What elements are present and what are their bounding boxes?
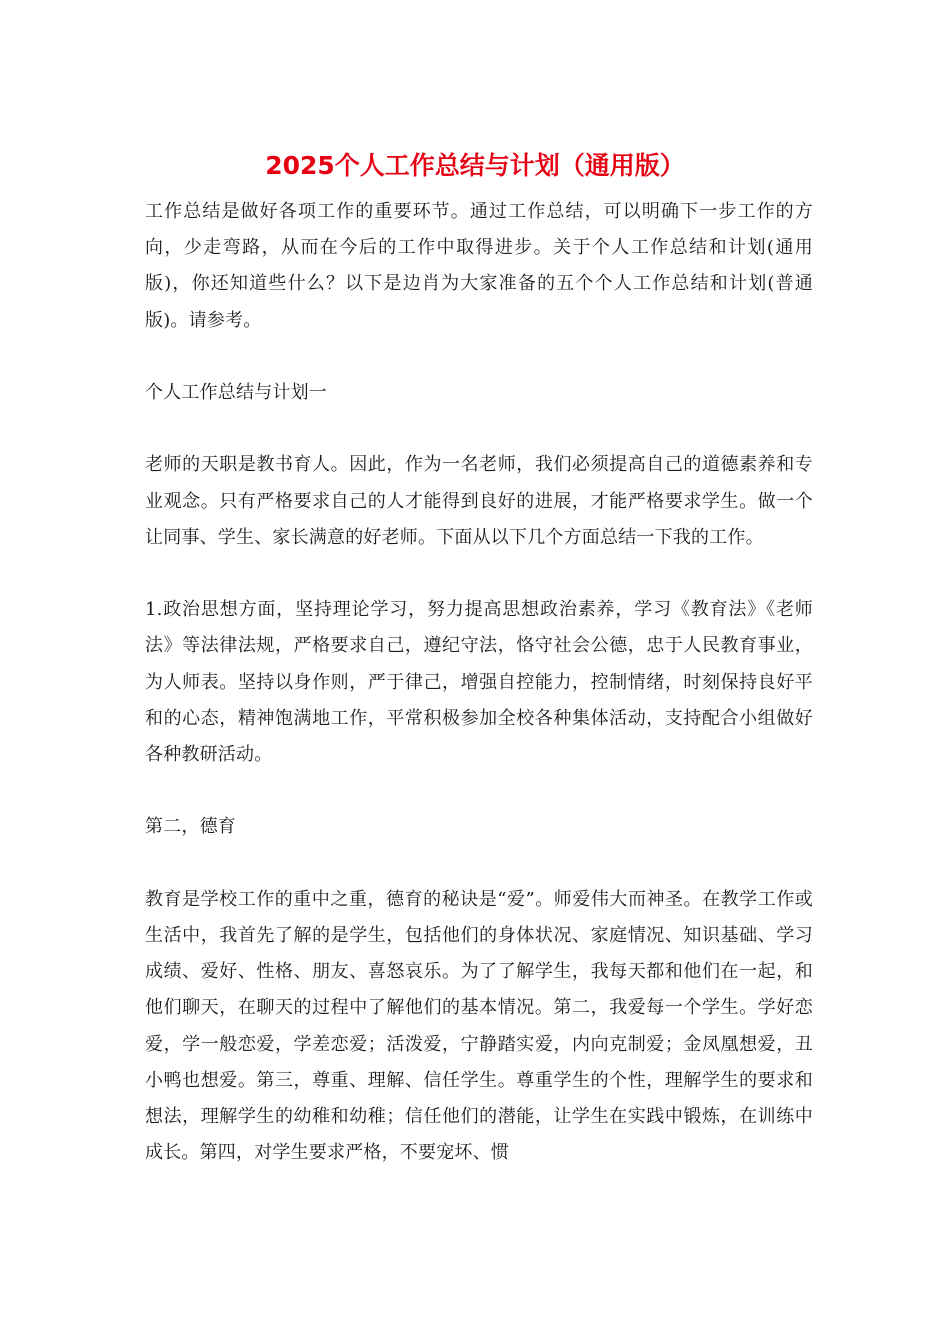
section-heading-plan-one: 个人工作总结与计划一	[145, 382, 327, 403]
document-title: 2025个人工作总结与计划（通用版）	[265, 151, 685, 180]
intro-paragraph: 工作总结是做好各项工作的重要环节。通过工作总结，可以明确下一步工作的方向，少走弯路，从而在今后的工作中取得进步。关于个人工作总结和计划(通用版)，你还知道些什么？以下是边肖为大家准备的五个个人工作总结和计划(普通版)。请参考。	[145, 201, 813, 331]
body-paragraph: 老师的天职是教书育人。因此，作为一名老师，我们必须提高自己的道德素养和专业观念。只有严格要求自己的人才能得到良好的进展，才能严格要求学生。做一个让同事、学生、家长满意的好老师。下面从以下几个方面总结一下我的工作。	[145, 454, 813, 548]
section-heading-moral-education: 第二，德育	[145, 816, 236, 838]
body-paragraph: 1.政治思想方面，坚持理论学习，努力提高思想政治素养，学习《教育法》《老师法》等法律法规，严格要求自己，遵纪守法，恪守社会公德，忠于人民教育事业，为人师表。坚持以身作则，严于律己，增强自控能力，控制情绪，时刻保持良好平和的心态，精神饱满地工作，平常积极参加全校各种集体活动，支持配合小组做好各种教研活动。	[145, 599, 813, 765]
document-body	[145, 194, 813, 1171]
body-paragraph: 教育是学校工作的重中之重，德育的秘诀是“爱”。师爱伟大而神圣。在教学工作或生活中，我首先了解的是学生，包括他们的身体状况、家庭情况、知识基础、学习成绩、爱好、性格、朋友、喜怒哀乐。为了了解学生，我每天都和他们在一起，和他们聊天，在聊天的过程中了解他们的基本情况。第二，我爱每一个学生。学好恋爱，学一般恋爱，学差恋爱；活泼爱，宁静踏实爱，内向克制爱；金凤凰想爱，丑小鸭也想爱。第三，尊重、理解、信任学生。尊重学生的个性，理解学生的要求和想法，理解学生的幼稚和幼稚；信任他们的潜能，让学生在实践中锻炼，在训练中成长。第四，对学生要求严格，不要宠坏、惯	[145, 888, 813, 1164]
